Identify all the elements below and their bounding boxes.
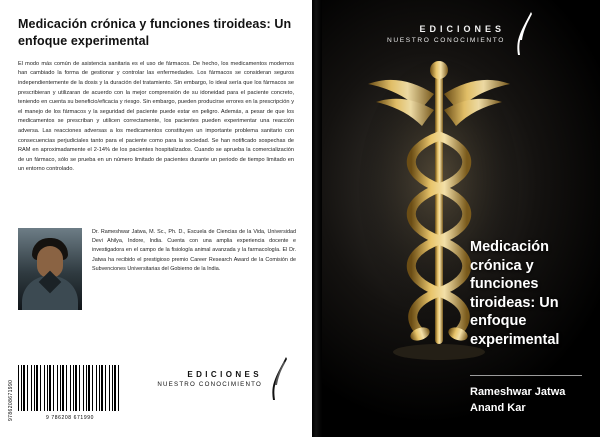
front-publisher-name: EDICIONES <box>419 24 505 34</box>
front-cover <box>322 0 600 437</box>
author-bio: Dr. Rameshwar Jatwa, M. Sc., Ph. D., Escuela de Ciencias de la Vida, Universidad Devi Ahilya, Indore, India. Cuenta con una amplia experiencia docente e investigadora en el campo de la fisiología animal avanzada y la farmacología. El Dr. Jatwa ha recibido el prestigioso premio Career Research Award de la Comisión de Subvenciones Universitarias del Gobierno de la India. <box>92 229 296 272</box>
barcode-number: 9 786208 671990 <box>46 415 94 421</box>
book-spine <box>312 0 322 437</box>
back-publisher-name: EDICIONES <box>187 370 262 379</box>
author-block <box>18 228 296 310</box>
quill-icon <box>268 355 290 403</box>
front-publisher-subtitle: NUESTRO CONOCIMIENTO <box>387 37 505 44</box>
author-name-1: Rameshwar Jatwa <box>470 386 566 398</box>
barcode <box>18 365 122 421</box>
author-photo <box>18 228 82 310</box>
author-name-2: Anand Kar <box>470 401 526 414</box>
front-cover-authors <box>470 385 590 417</box>
front-cover-title: Medicación crónica y funciones tiroideas: Un enfoque experimental <box>470 239 560 348</box>
barcode-side-number: 9786208671990 <box>8 379 14 421</box>
title-divider <box>470 375 582 376</box>
back-publisher-subtitle: NUESTRO CONOCIMIENTO <box>157 381 262 388</box>
back-cover-description: El modo más común de asistencia sanitaria es el uso de fármacos. De hecho, los medicamentos modernos han cambiado la forma de gestionar y controlar las enfermedades. Los fármacos se consideran seguros independientemente de la dosis y la duración del tratamiento. Sin embargo, lo ideal sería que los fármacos se prescribieran y utilizaran de acuerdo con la mejor comprensión de su idoneidad para el paciente concreto, teniendo en cuenta su beneficio/eficacia y riesgo. Sin embargo, pueden producirse errores en la prescripción y el manejo de los fármacos y la seguridad del paciente puede estar en peligro. Además, a pesar de que los medicamentos se prescriban y utilicen correctamente, los pacientes pueden experimentar una reacción adversa. Las reacciones adversas a los medicamentos constituyen un importante problema sanitario con consecuencias perjudiciales tanto para el paciente como para la sociedad. Se han notificado sospechas de RAM en aproximadamente el 2-14% de los pacientes hospitalizados. Cuando se aprueba la comercialización de un fármaco, sólo se prueba en un número limitado de pacientes durante un periodo de tiempo limitado en un entorno controlado. <box>18 60 294 173</box>
back-publisher-logo <box>140 355 290 403</box>
back-cover-title: Medicación crónica y funciones tiroideas: Un enfoque experimental <box>18 17 292 48</box>
barcode-bars <box>18 365 122 411</box>
